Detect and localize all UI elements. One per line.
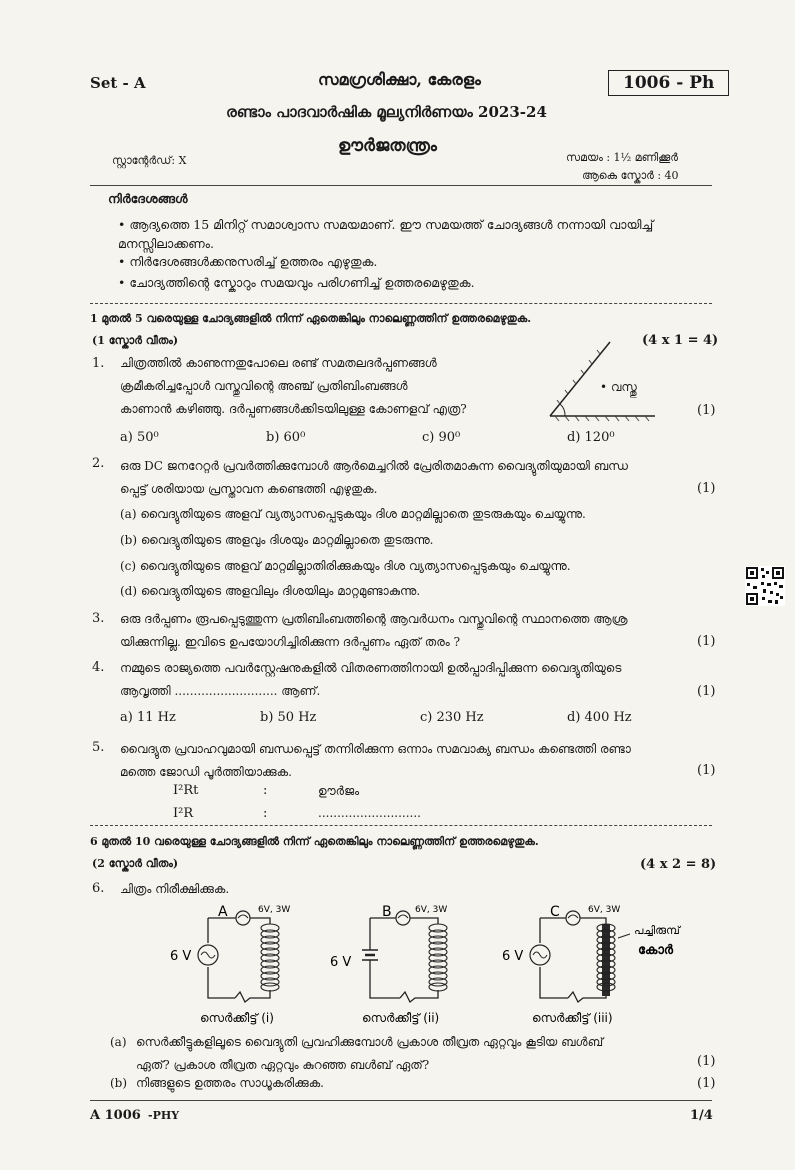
- question-mark: (1): [697, 1054, 716, 1069]
- option: (d) വൈദ്യുതിയുടെ അളവിലും ദിശയിലും മാറ്റമുണ്ടാകുന്നു.: [120, 584, 421, 598]
- question-number: 4.: [92, 660, 105, 675]
- question-number: 1.: [92, 356, 105, 371]
- section-sub: (2 സ്കോർ വീതം): [92, 857, 179, 870]
- option: b) 60⁰: [266, 430, 306, 445]
- question-mark: (1): [697, 1076, 716, 1091]
- option: d) 400 Hz: [567, 710, 632, 725]
- subject-title: ഊർജതന്ത്രം: [338, 136, 437, 156]
- question-number: 3.: [92, 611, 105, 626]
- option: a) 11 Hz: [120, 710, 176, 725]
- question-text: ചിത്രം നിരീക്ഷിക്കുക.: [120, 882, 230, 896]
- circuit-caption: സെർക്കീട്ട് (i): [200, 1011, 274, 1025]
- exam-title: രണ്ടാം പാദവാർഷിക മൂല്യനിർണയം 2023-24: [226, 103, 547, 121]
- instructions-title: നിർദേശങ്ങൾ: [108, 191, 188, 206]
- page-number: 1/4: [690, 1108, 713, 1123]
- pair-right: ഊർജം: [318, 784, 360, 798]
- total-score: ആകെ സ്കോർ : 40: [582, 169, 679, 182]
- qr-code-icon: [745, 566, 785, 606]
- question-text: നമ്മുടെ രാജ്യത്തെ പവർസ്റ്റേഷനുകളിൽ വിതരണത്തിനായി ഉൽപ്പാദിപ്പിക്കുന്ന വൈദ്യുതിയുടെ ആവൃത്തി ........................... ആണ്.: [120, 661, 622, 698]
- bulb-rating: 6V, 3W: [588, 905, 621, 915]
- question-text: ചിത്രത്തിൽ കാണുന്നതുപോലെ രണ്ട് സമതലദർപ്പണങ്ങൾ ക്രമീകരിച്ചപ്പോൾ വസ്തുവിന്റെ അഞ്ച് പ്രതിബിംബങ്ങൾ കാണാൻ കഴിഞ്ഞു. ദർപ്പണങ്ങൾക്കിടയിലുള്ള കോണളവ് എത്ര?: [120, 356, 467, 416]
- section-marks: (4 x 1 = 4): [642, 333, 719, 348]
- option: (c) വൈദ്യുതിയുടെ അളവ് മാറ്റമില്ലാതിരിക്കുകയും ദിശ വ്യത്യാസപ്പെടുകയും ചെയ്യുന്നു.: [120, 559, 571, 573]
- core-label: പച്ചിരുമ്പ്: [634, 924, 680, 937]
- subquestion-label: (a): [110, 1035, 127, 1049]
- source-label: 6 V: [330, 955, 352, 970]
- circuit-i: [170, 904, 290, 1025]
- coil: [261, 924, 279, 991]
- question-mark: (1): [697, 403, 716, 418]
- subquestion-label: (b): [110, 1076, 128, 1090]
- object-label: • വസ്തു: [600, 380, 637, 394]
- divider: [90, 825, 712, 826]
- subquestion-text: സെർക്കീട്ടുകളിലൂടെ വൈദ്യുതി പ്രവഹിക്കുമ്പോൾ പ്രകാശ തീവ്രത ഏറ്റവും കൂടിയ ബൾബ് ഏത്? പ്രകാശ തീവ്രത ഏറ്റവും കുറഞ്ഞ ബൾബ് ഏത്?: [136, 1035, 604, 1072]
- question-number: 6.: [92, 881, 105, 896]
- bulb-label: A: [218, 904, 228, 920]
- source-label: 6 V: [502, 949, 524, 964]
- pair-left: I²Rt: [173, 783, 199, 798]
- option: a) 50⁰: [120, 430, 159, 445]
- pair-right-blank: ...........................: [318, 806, 421, 820]
- subquestion-text: നിങ്ങളുടെ ഉത്തരം സാധൂകരിക്കുക.: [136, 1076, 324, 1090]
- option: c) 90⁰: [422, 430, 461, 445]
- question-text: ഒരു ദർപ്പണം രൂപപ്പെടുത്തുന്ന പ്രതിബിംബത്തിന്റെ ആവർധനം വസ്തുവിന്റെ സ്ഥാനത്തെ ആശ്ര യിക്കുന്നില്ല. ഇവിടെ ഉപയോഗിച്ചിരിക്കുന്ന ദർപ്പണം ഏത് തരം ?: [120, 612, 628, 649]
- circuit-iii: [502, 904, 682, 1025]
- coil: [429, 924, 447, 991]
- footer-sub: -PHY: [148, 1109, 180, 1122]
- pair-left: I²R: [173, 806, 194, 821]
- bulb-label: B: [382, 904, 392, 920]
- circuit-diagrams: [160, 898, 730, 1028]
- circuit-caption: സെർക്കീട്ട് (iii): [532, 1011, 613, 1025]
- instruction-item: • ആദ്യത്തെ 15 മിനിറ്റ് സമാശ്വാസ സമയമാണ്. ഈ സമയത്ത് ചോദ്യങ്ങൾ നന്നായി വായിച്ച് മനസ്സിലാക്കണം.: [118, 217, 654, 251]
- question-mark: (1): [697, 763, 716, 778]
- bulb-label: C: [550, 904, 560, 920]
- question-text: വൈദ്യുത പ്രവാഹവുമായി ബന്ധപ്പെട്ട് തന്നിരിക്കുന്ന ഒന്നാം സമവാക്യ ബന്ധം കണ്ടെത്തി രണ്ടാ മത്തെ ജോഡി പൂർത്തിയാക്കുക.: [120, 742, 631, 779]
- option: (b) വൈദ്യുതിയുടെ അളവും ദിശയും മാറ്റമില്ലാതെ തുടരുന്നു.: [120, 533, 434, 547]
- circuit-caption: സെർക്കീട്ട് (ii): [362, 1011, 440, 1025]
- question-mark: (1): [697, 634, 716, 649]
- divider: [90, 1100, 712, 1101]
- circuit-ii: [330, 904, 447, 1025]
- section-heading: 6 മുതൽ 10 വരെയുള്ള ചോദ്യങ്ങളിൽ നിന്ന് ഏതെങ്കിലും നാലെണ്ണത്തിന് ഉത്തരമെഴുതുക.: [90, 835, 539, 848]
- option: b) 50 Hz: [260, 710, 317, 725]
- option: c) 230 Hz: [420, 710, 484, 725]
- instruction-item: • നിർദേശങ്ങൾക്കനുസരിച്ച് ഉത്തരം എഴുതുക.: [118, 254, 378, 269]
- org-title: സമഗ്രശിക്ഷാ, കേരളം: [318, 70, 481, 89]
- option: (a) വൈദ്യുതിയുടെ അളവ് വ്യത്യാസപ്പെടുകയും ദിശ മാറ്റമില്ലാതെ തുടരുകയും ചെയ്യുന്നു.: [120, 507, 586, 521]
- set-label: Set - A: [90, 74, 146, 92]
- bulb-rating: 6V, 3W: [415, 905, 448, 915]
- option: d) 120⁰: [567, 430, 615, 445]
- pair-colon: :: [263, 806, 268, 821]
- source-label: 6 V: [170, 949, 192, 964]
- instruction-item: • ചോദ്യത്തിന്റെ സ്കോറും സമയവും പരിഗണിച്ച് ഉത്തരമെഴുതുക.: [118, 275, 475, 290]
- pair-colon: :: [263, 783, 268, 798]
- section-heading: 1 മുതൽ 5 വരെയുള്ള ചോദ്യങ്ങളിൽ നിന്ന് ഏതെങ്കിലും നാലെണ്ണത്തിന് ഉത്തരമെഴുതുക.: [90, 312, 532, 325]
- standard: സ്റ്റാന്റേർഡ്: X: [112, 154, 187, 167]
- paper-code: 1006 - Ph: [608, 70, 729, 96]
- question-mark: (1): [697, 481, 716, 496]
- question-number: 5.: [92, 740, 105, 755]
- divider: [90, 303, 712, 304]
- core-label: കോർ: [638, 943, 674, 958]
- section-marks: (4 x 2 = 8): [640, 857, 717, 872]
- question-mark: (1): [697, 684, 716, 699]
- footer-code: A 1006: [90, 1108, 141, 1123]
- bulb-rating: 6V, 3W: [258, 905, 291, 915]
- time: സമയം : 1½ മണിക്കൂർ: [566, 151, 679, 164]
- section-sub: (1 സ്കോർ വീതം): [92, 334, 179, 347]
- question-text: ഒരു DC ജനറേറ്റർ പ്രവർത്തിക്കുമ്പോൾ ആർമെച്ചറിൽ പ്രേരിതമാകുന്ന വൈദ്യുതിയുമായി ബന്ധ പ്പെട്ട് ശരിയായ പ്രസ്താവന കണ്ടെത്തി എഴുതുക.: [120, 459, 628, 496]
- question-number: 2.: [92, 456, 105, 471]
- divider: [90, 185, 712, 186]
